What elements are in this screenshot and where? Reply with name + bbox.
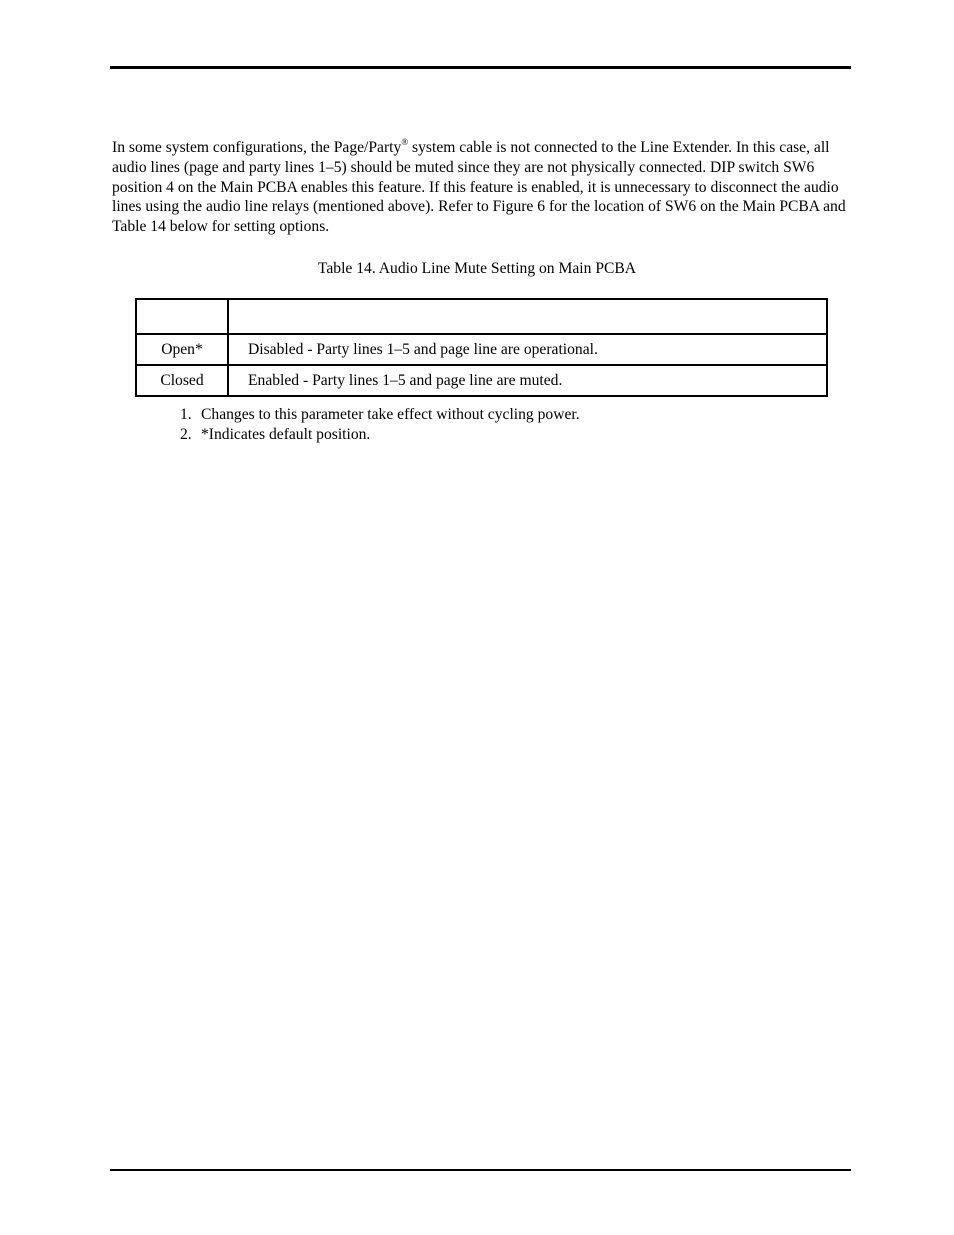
audio-line-mute-table — [135, 298, 828, 397]
note-number: 1. — [180, 406, 192, 423]
top-rule — [110, 66, 851, 69]
table-row — [136, 334, 827, 365]
paragraph-part-2: system cable is not connected to the Line Extender. In this case, all audio lines (page and party lines 1–5) should be muted since they are not physically connected. DIP switch SW6 position 4 on the Main PCBA enables this feature. If this feature is enabled, it is unnecessary to disconnect the audio lines using the audio line relays (mentioned above). Refer to Figure 6 for the location of SW6 on the Main PCBA and Table 14 below for setting options. — [112, 139, 846, 236]
table-notes — [180, 405, 580, 445]
note-number: 2. — [180, 426, 192, 443]
note-item — [180, 405, 580, 425]
registered-mark: ® — [401, 136, 409, 147]
cell-description: Disabled - Party lines 1–5 and page line are operational. — [228, 334, 827, 365]
cell-position: Open* — [136, 334, 228, 365]
note-text: Changes to this parameter take effect without cycling power. — [201, 406, 580, 423]
note-item — [180, 425, 580, 445]
body-paragraph — [112, 138, 852, 237]
cell-description: Enabled - Party lines 1–5 and page line are muted. — [228, 365, 827, 396]
table-caption: Table 14. Audio Line Mute Setting on Main PCBA — [317, 260, 637, 277]
header-position — [136, 299, 228, 334]
bottom-rule — [110, 1169, 851, 1171]
header-description — [228, 299, 827, 334]
paragraph-part-1: In some system configurations, the Page/Party — [112, 139, 402, 156]
table-row — [136, 365, 827, 396]
table-header-row — [136, 299, 827, 334]
cell-position: Closed — [136, 365, 228, 396]
note-text: *Indicates default position. — [201, 426, 371, 443]
